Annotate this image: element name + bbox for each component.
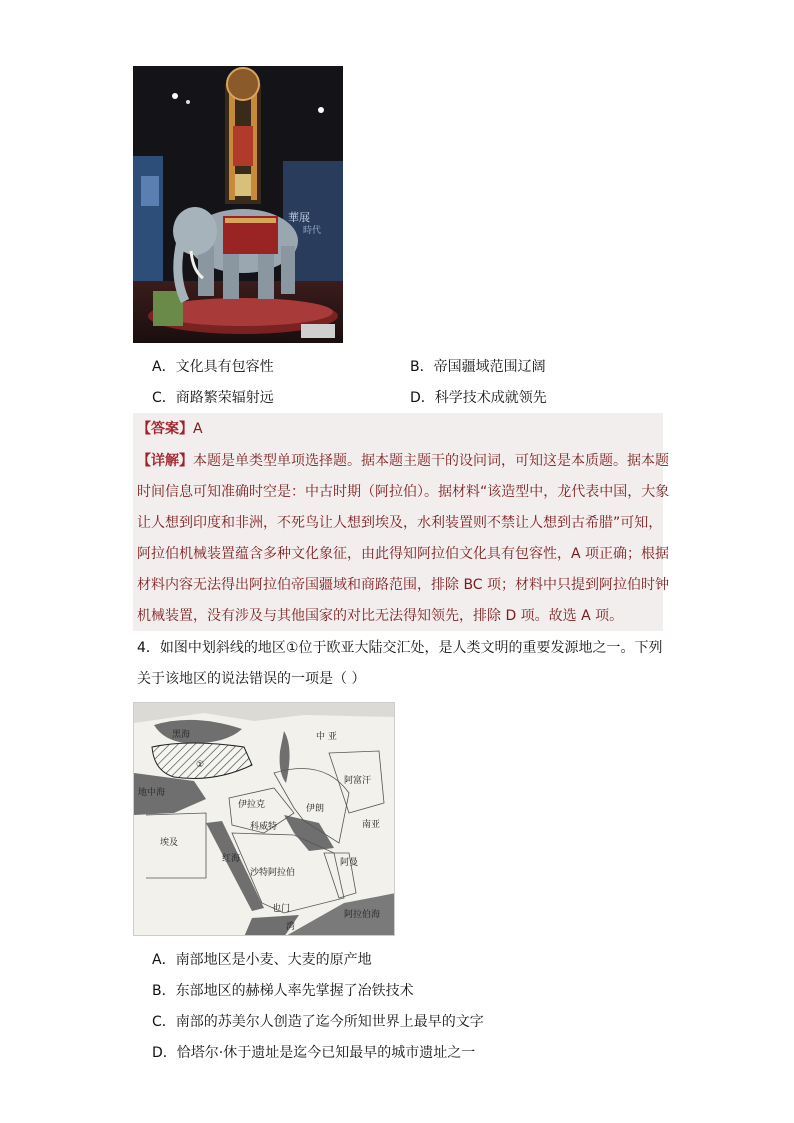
map-label-black-sea: 黑海: [172, 730, 191, 740]
map-label-yemen: 也门: [272, 904, 291, 914]
q3-option-c: C．商路繁荣辐射远: [152, 390, 274, 406]
q4-option-d: D．恰塔尔·休于遗址是迄今已知最早的城市遗址之一: [152, 1045, 476, 1061]
middle-east-map: [133, 702, 395, 936]
answer-line: [137, 419, 203, 439]
q3-option-a: A．文化具有包容性: [152, 359, 274, 375]
map-label-iran: 伊朗: [306, 804, 325, 814]
q4-stem-line-1: 4．如图中划斜线的地区①位于欧亚大陆交汇处，是人类文明的重要发源地之一。下列: [137, 640, 663, 656]
svg-text:華展: 華展: [288, 211, 310, 224]
q3-option-d: D．科学技术成就领先: [410, 390, 547, 406]
map-label-south-asia: 南亚: [362, 820, 381, 830]
detail-line-1: 【详解】本题是单类型单项选择题。据本题主题干的设问词，可知这是本质题。据本题: [137, 453, 669, 469]
q4-option-a: A．南部地区是小麦、大麦的原产地: [152, 952, 372, 968]
svg-text:時代: 時代: [303, 226, 322, 236]
map-label-oman: 阿曼: [340, 858, 359, 868]
q4-option-b: B．东部地区的赫梯人率先掌握了冶铁技术: [152, 983, 414, 999]
map-label-afghanistan: 阿富汗: [344, 776, 372, 786]
map-label-marker: ①: [196, 760, 205, 770]
detail-line-5: 材料内容无法得出阿拉伯帝国疆域和商路范围，排除 BC 项；材料中只提到阿拉伯时钟: [137, 577, 670, 593]
map-label-med: 地中海: [138, 788, 166, 798]
answer-tag: 【答案】: [137, 421, 193, 437]
map-label-gulf: 湾: [286, 922, 296, 932]
map-label-central-asia: 中 亚: [316, 732, 337, 742]
detail-line-6: 机械装置，没有涉及与其他国家的对比无法得知领先，排除 D 项。故选 A 项。: [137, 608, 624, 624]
map-label-iraq: 伊拉克: [238, 800, 266, 810]
answer-value: A: [193, 421, 203, 437]
q3-option-b: B．帝国疆域范围辽阔: [410, 359, 546, 375]
detail-line-3: 让人想到印度和非洲，不死鸟让人想到埃及，水利装置则不禁让人想到古希腊”可知，: [137, 515, 663, 531]
map-label-red-sea: 红海: [222, 854, 241, 864]
map-label-egypt: 埃及: [160, 838, 179, 848]
map-label-saudi: 沙特阿拉伯: [250, 868, 296, 878]
q4-option-c: C．南部的苏美尔人创造了迄今所知世界上最早的文字: [152, 1014, 484, 1030]
q4-stem-line-2: 关于该地区的说法错误的一项是（ ）: [137, 671, 366, 687]
detail-line-4: 阿拉伯机械装置蕴含多种文化象征，由此得知阿拉伯文化具有包容性，A 项正确；根据: [137, 546, 670, 562]
detail-line-2: 时间信息可知准确时空是：中古时期（阿拉伯）。据材料“该造型中，龙代表中国，大象: [137, 484, 670, 500]
map-label-arabian-sea: 阿拉伯海: [344, 910, 381, 920]
elephant-clock-photo: [133, 66, 343, 343]
map-label-kuwait: 科威特: [250, 822, 278, 832]
detail-tag: 【详解】: [137, 453, 193, 469]
